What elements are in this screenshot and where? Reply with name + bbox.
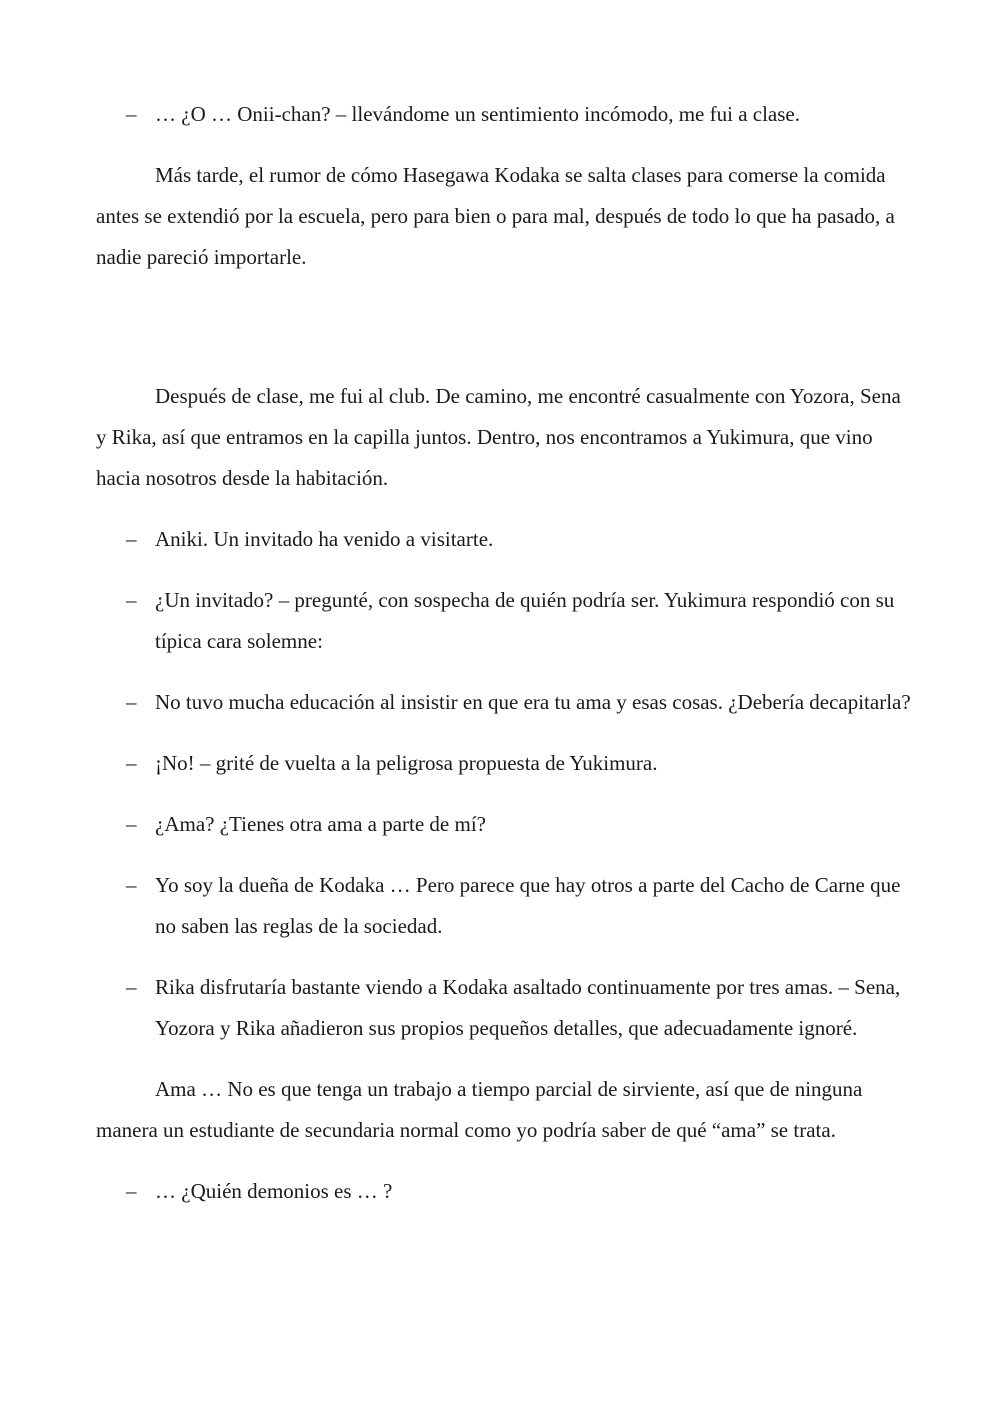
dialogue-text: … ¿Quién demonios es … ?	[155, 1179, 393, 1203]
narrative-paragraph: Más tarde, el rumor de cómo Hasegawa Kodaka se salta clases para comerse la comida antes se extendió por la escuela, pero para bien o para mal, después de todo lo que ha pasado, a nadie pareció importarle.	[96, 163, 895, 269]
dialogue-dash: –	[126, 812, 137, 836]
dialogue-line	[96, 1171, 911, 1212]
dialogue-line	[96, 682, 911, 723]
dialogue-dash: –	[126, 975, 137, 999]
narrative-paragraph: Ama … No es que tenga un trabajo a tiempo parcial de sirviente, así que de ninguna manera un estudiante de secundaria normal como yo podría saber de qué “ama” se trata.	[96, 1077, 863, 1142]
dialogue-text: No tuvo mucha educación al insistir en que era tu ama y esas cosas. ¿Debería decapitarla?	[155, 690, 911, 714]
dialogue-text: Rika disfrutaría bastante viendo a Kodaka asaltado continuamente por tres amas. – Sena, Yozora y Rika añadieron sus propios pequeños detalles, que adecuadamente ignoré.	[155, 975, 901, 1040]
dialogue-dash: –	[126, 751, 137, 775]
dialogue-text: Yo soy la dueña de Kodaka … Pero parece que hay otros a parte del Cacho de Carne que no saben las reglas de la sociedad.	[155, 873, 901, 938]
dialogue-text: ¡No! – grité de vuelta a la peligrosa propuesta de Yukimura.	[155, 751, 658, 775]
dialogue-line	[96, 865, 911, 947]
dialogue-line	[96, 94, 911, 135]
dialogue-dash: –	[126, 102, 137, 126]
dialogue-dash: –	[126, 527, 137, 551]
dialogue-text: … ¿O … Onii-chan? – llevándome un sentimiento incómodo, me fui a clase.	[155, 102, 800, 126]
dialogue-line	[96, 804, 911, 845]
section-break	[96, 298, 911, 376]
dialogue-text: ¿Ama? ¿Tienes otra ama a parte de mí?	[155, 812, 486, 836]
dialogue-dash: –	[126, 588, 137, 612]
dialogue-line	[96, 743, 911, 784]
dialogue-dash: –	[126, 690, 137, 714]
dialogue-text: ¿Un invitado? – pregunté, con sospecha de quién podría ser. Yukimura respondió con su típica cara solemne:	[155, 588, 895, 653]
dialogue-line	[96, 519, 911, 560]
dialogue-dash: –	[126, 1179, 137, 1203]
narrative-paragraph: Después de clase, me fui al club. De camino, me encontré casualmente con Yozora, Sena y Rika, así que entramos en la capilla juntos. Dentro, nos encontramos a Yukimura, que vino hacia nosotros desde la habitación.	[96, 384, 901, 490]
dialogue-line	[96, 580, 911, 662]
document-page	[96, 94, 911, 1232]
dialogue-text: Aniki. Un invitado ha venido a visitarte.	[155, 527, 494, 551]
dialogue-dash: –	[126, 873, 137, 897]
dialogue-line	[96, 967, 911, 1049]
